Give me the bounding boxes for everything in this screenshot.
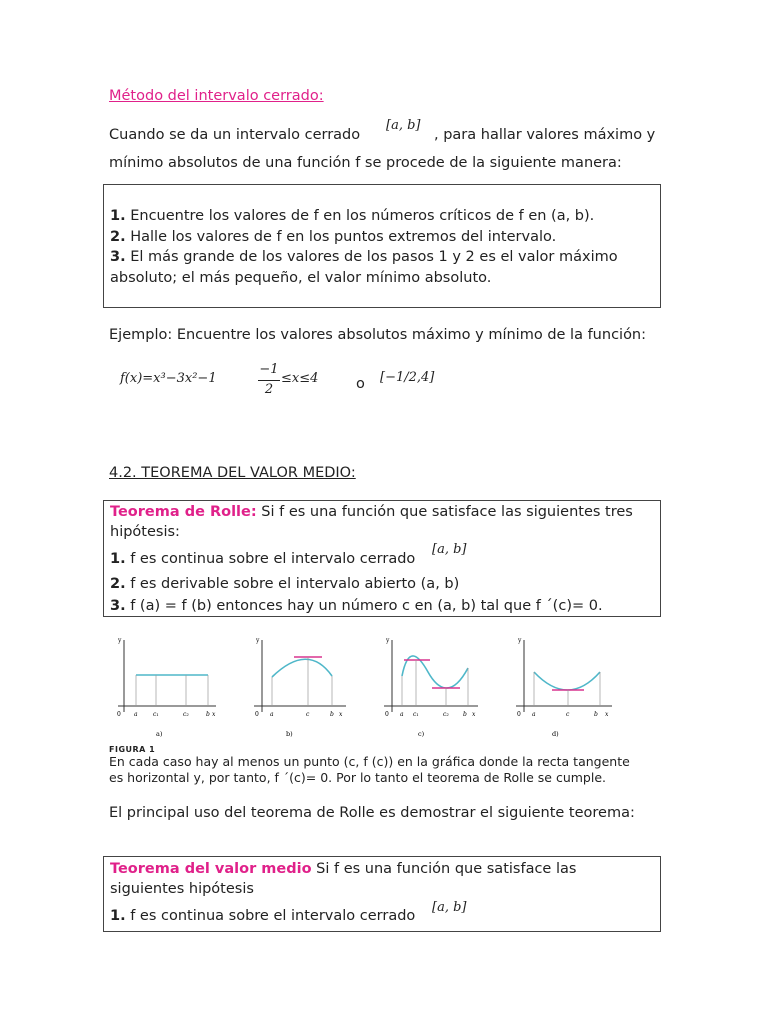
rolle-item-1: 1. f es continua sobre el intervalo cerrado bbox=[110, 551, 416, 567]
svg-text:c₂: c₂ bbox=[443, 711, 449, 718]
fraction-denominator: 2 bbox=[264, 382, 274, 397]
mvt-item-1: 1. f es continua sobre el intervalo cerrado bbox=[110, 908, 416, 924]
rolle-label: Teorema de Rolle: bbox=[110, 504, 257, 520]
mvt-line-2: siguientes hipótesis bbox=[110, 881, 254, 897]
graph-d bbox=[504, 632, 616, 742]
svg-text:x: x bbox=[212, 711, 216, 718]
svg-text:0: 0 bbox=[385, 711, 389, 718]
svg-text:b: b bbox=[463, 711, 467, 718]
svg-text:b: b bbox=[594, 711, 598, 718]
graph-b bbox=[240, 632, 352, 742]
graph-c-label: c) bbox=[418, 730, 425, 738]
section-heading-mean-value: 4.2. TEOREMA DEL VALOR MEDIO: bbox=[109, 465, 356, 481]
svg-text:c₁: c₁ bbox=[413, 711, 419, 718]
svg-text:a: a bbox=[270, 711, 274, 718]
graph-c bbox=[372, 632, 484, 742]
svg-text:a: a bbox=[134, 711, 138, 718]
svg-text:c₁: c₁ bbox=[153, 711, 159, 718]
figure-label: FIGURA 1 bbox=[109, 745, 156, 754]
rolle-item-2: 2. f es derivable sobre el intervalo abierto (a, b) bbox=[110, 576, 460, 592]
graph-d-label: d) bbox=[552, 730, 559, 738]
fraction-numerator: −1 bbox=[259, 362, 279, 377]
mvt-line-1: Teorema del valor medio Si f es una función que satisface las bbox=[110, 861, 577, 877]
rolle-line-1: Teorema de Rolle: Si f es una función que satisface las siguientes tres bbox=[110, 504, 633, 520]
svg-text:y: y bbox=[386, 637, 390, 644]
intro-line-2: mínimo absolutos de una función f se procede de la siguiente manera: bbox=[109, 155, 622, 171]
rolle-item-3: 3. f (a) = f (b) entonces hay un número c en (a, b) tal que f ´(c)= 0. bbox=[110, 598, 603, 614]
svg-text:y: y bbox=[256, 637, 260, 644]
svg-text:a: a bbox=[532, 711, 536, 718]
mvt-interval: [a, b] bbox=[432, 900, 467, 915]
usage-text: El principal uso del teorema de Rolle es demostrar el siguiente teorema: bbox=[109, 805, 635, 821]
svg-text:y: y bbox=[518, 637, 522, 644]
interval-ab: [a, b] bbox=[386, 118, 421, 133]
svg-text:0: 0 bbox=[255, 711, 259, 718]
svg-text:c: c bbox=[306, 711, 310, 718]
svg-text:x: x bbox=[339, 711, 343, 718]
rolle-interval: [a, b] bbox=[432, 542, 467, 557]
rolle-box bbox=[103, 500, 661, 617]
section-title-closed-interval: Método del intervalo cerrado: bbox=[109, 88, 324, 104]
intro-line-1 bbox=[109, 125, 360, 145]
function-formula: f(x)=x³−3x²−1 bbox=[120, 371, 217, 386]
step-3: 3. El más grande de los valores de los pasos 1 y 2 es el valor máximo bbox=[110, 249, 618, 265]
figure-caption-line-1: En cada caso hay al menos un punto (c, f (c)) en la gráfica donde la recta tangente bbox=[109, 754, 630, 769]
intro-text-post: , para hallar valores máximo y bbox=[434, 127, 656, 143]
graph-a-label: a) bbox=[156, 730, 163, 738]
example-text: Ejemplo: Encuentre los valores absolutos máximo y mínimo de la función: bbox=[109, 327, 647, 343]
svg-text:a: a bbox=[400, 711, 404, 718]
steps-box bbox=[103, 184, 661, 308]
svg-text:b: b bbox=[206, 711, 210, 718]
graph-b-label: b) bbox=[286, 730, 293, 738]
step-2: 2. Halle los valores de f en los puntos extremos del intervalo. bbox=[110, 229, 557, 245]
or-word: o bbox=[356, 376, 365, 392]
svg-text:x: x bbox=[472, 711, 476, 718]
step-3-cont: absoluto; el más pequeño, el valor mínimo absoluto. bbox=[110, 270, 492, 286]
interval-2: [−1/2,4] bbox=[380, 370, 435, 385]
intro-text-pre: Cuando se da un intervalo cerrado bbox=[109, 127, 361, 143]
svg-text:0: 0 bbox=[517, 711, 521, 718]
svg-text:c: c bbox=[566, 711, 570, 718]
graph-a bbox=[108, 632, 220, 742]
svg-text:y: y bbox=[118, 637, 122, 644]
step-1: 1. Encuentre los valores de f en los números críticos de f en (a, b). bbox=[110, 208, 595, 224]
svg-text:0: 0 bbox=[117, 711, 121, 718]
rolle-line-2: hipótesis: bbox=[110, 524, 180, 540]
mvt-box bbox=[103, 856, 661, 932]
svg-text:x: x bbox=[605, 711, 609, 718]
mvt-label: Teorema del valor medio bbox=[110, 861, 312, 877]
inequality-rest: ≤x≤4 bbox=[281, 371, 319, 386]
svg-text:b: b bbox=[330, 711, 334, 718]
fraction-bar bbox=[258, 380, 280, 381]
svg-text:c₂: c₂ bbox=[183, 711, 189, 718]
figure-caption-line-2: es horizontal y, por tanto, f ´(c)= 0. Por lo tanto el teorema de Rolle se cumple. bbox=[109, 770, 607, 785]
